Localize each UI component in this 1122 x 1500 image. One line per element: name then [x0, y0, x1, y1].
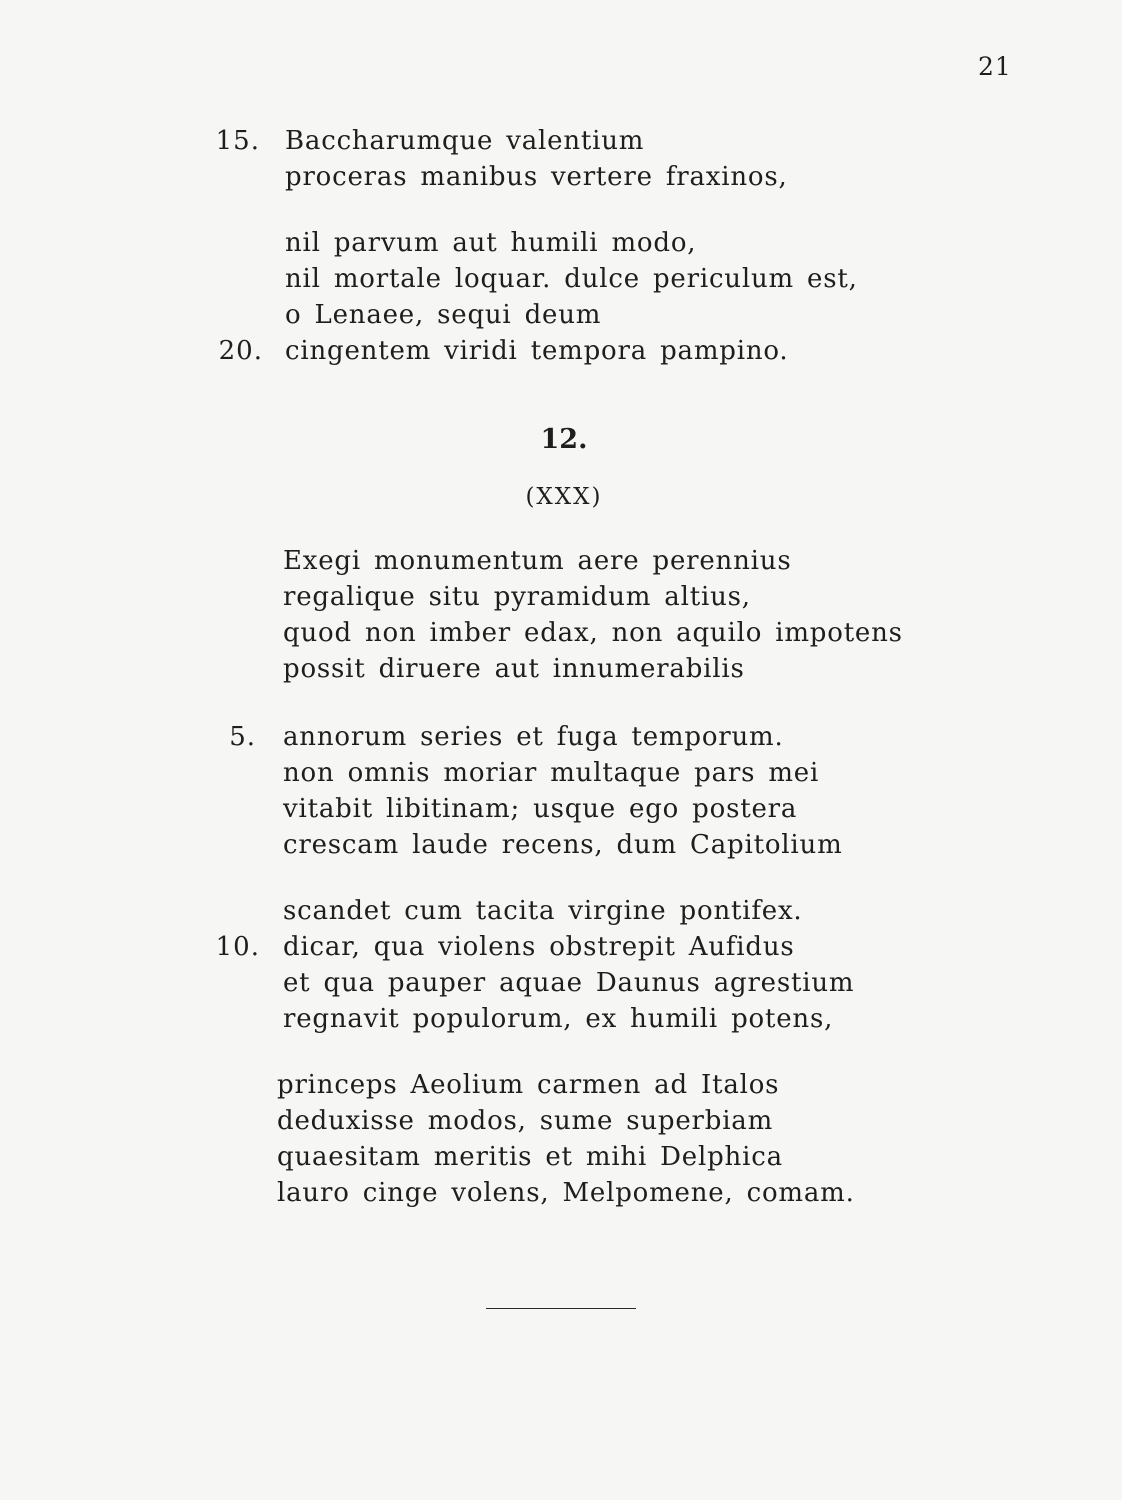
- verse-line: nil parvum aut humili modo,: [285, 228, 697, 258]
- end-rule: [486, 1308, 636, 1309]
- verse-line: dicar, qua violens obstrepit Aufidus: [283, 932, 795, 962]
- verse-line: lauro cinge volens, Melpomene, comam.: [277, 1178, 855, 1208]
- verse-line: Baccharumque valentium: [285, 126, 645, 156]
- verse-line: possit diruere aut innumerabilis: [283, 654, 745, 684]
- line-number: 15.: [215, 126, 260, 156]
- page-number: 21: [978, 52, 1012, 81]
- verse-line: annorum series et fuga temporum.: [283, 722, 784, 752]
- verse-line: scandet cum tacita virgine pontifex.: [283, 896, 803, 926]
- verse-line: o Lenaee, sequi deum: [285, 300, 602, 330]
- poem-number: 12.: [540, 424, 588, 455]
- verse-line: proceras manibus vertere fraxinos,: [285, 162, 788, 192]
- verse-line: deduxisse modos, sume superbiam: [277, 1106, 774, 1136]
- verse-line: princeps Aeolium carmen ad Italos: [277, 1070, 780, 1100]
- line-number: 5.: [229, 722, 256, 752]
- verse-line: nil mortale loquar. dulce periculum est,: [285, 264, 858, 294]
- verse-line: crescam laude recens, dum Capitolium: [283, 830, 843, 860]
- verse-line: regnavit populorum, ex humili potens,: [283, 1004, 834, 1034]
- verse-line: cingentem viridi tempora pampino.: [285, 336, 789, 366]
- verse-line: quod non imber edax, non aquilo impotens: [283, 618, 903, 648]
- verse-line: non omnis moriar multaque pars mei: [283, 758, 820, 788]
- poem-roman-numeral: (XXX): [525, 484, 603, 510]
- line-number: 10.: [215, 932, 260, 962]
- verse-line: quaesitam meritis et mihi Delphica: [277, 1142, 783, 1172]
- line-number: 20.: [218, 336, 263, 366]
- verse-line: vitabit libitinam; usque ego postera: [283, 794, 798, 824]
- verse-line: regalique situ pyramidum altius,: [283, 582, 751, 612]
- verse-line: et qua pauper aquae Daunus agrestium: [283, 968, 855, 998]
- verse-line: Exegi monumentum aere perennius: [283, 546, 792, 576]
